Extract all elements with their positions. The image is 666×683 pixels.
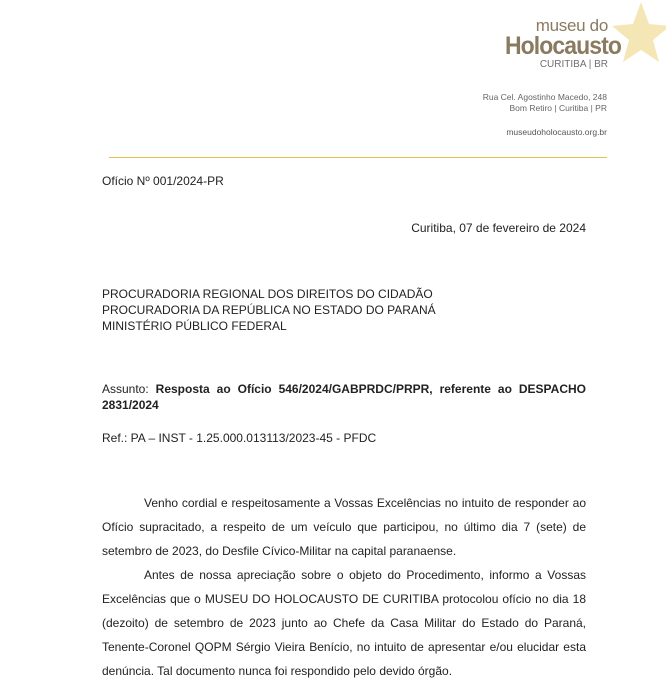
logo-line-holocausto: Holocausto bbox=[504, 32, 621, 60]
process-reference: Ref.: PA – INST - 1.25.000.013113/2023-45 - PFDC bbox=[102, 431, 377, 445]
document-reference-number: Ofício Nº 001/2024-PR bbox=[102, 174, 224, 188]
header-divider bbox=[109, 157, 607, 158]
body-paragraph-2 bbox=[102, 563, 586, 683]
star-icon bbox=[612, 0, 666, 70]
subject-line bbox=[102, 381, 586, 397]
recipient-line-3: MINISTÉRIO PÚBLICO FEDERAL bbox=[102, 319, 287, 333]
logo-line-city: CURITIBA | BR bbox=[539, 59, 608, 70]
recipient-line-1: PROCURADORIA REGIONAL DOS DIREITOS DO CIDADÃO bbox=[102, 287, 433, 301]
body-paragraph-1-text: Venho cordial e respeitosamente a Vossas Excelências no intuito de responder ao Ofício supracitado, a respeito de um veículo que participou, no último dia 7 (sete) de setembro de 2023, do Desfile Cívico-Militar na capital paranaense. bbox=[102, 496, 586, 558]
subject-text: Resposta ao Ofício 546/2024/GABPRDC/PRPR, referente ao DESPACHO bbox=[155, 382, 586, 396]
museum-logo bbox=[496, 16, 621, 71]
body-paragraph-2-text: Antes de nossa apreciação sobre o objeto do Procedimento, informo a Vossas Excelências que o MUSEU DO HOLOCAUSTO DE CURITIBA protocolou ofício no dia 18 (dezoito) de setembro de 2023 junto ao Chefe da Casa Militar do Estado do Paraná, Tenente-Coronel QOPM Sérgio Vieira Benício, no intuito de apresentar e/ou elucidar esta denúncia. Tal documento nunca foi respondido pelo devido órgão. bbox=[102, 568, 586, 678]
recipient-line-2: PROCURADORIA DA REPÚBLICA NO ESTADO DO PARANÁ bbox=[102, 303, 436, 317]
address-line-2: Bom Retiro | Curitiba | PR bbox=[509, 103, 607, 113]
subject-text-continued: 2831/2024 bbox=[102, 398, 159, 412]
address-line-1: Rua Cel. Agostinho Macedo, 248 bbox=[482, 92, 607, 102]
website-link[interactable]: museudoholocausto.org.br bbox=[506, 127, 607, 137]
recipient-block bbox=[102, 286, 436, 334]
logo-line-museu: museu do bbox=[535, 16, 608, 35]
place-date: Curitiba, 07 de fevereiro de 2024 bbox=[411, 221, 586, 235]
address-block bbox=[483, 92, 607, 114]
subject-label: Assunto: bbox=[102, 382, 149, 396]
body-paragraph-1 bbox=[102, 491, 586, 563]
